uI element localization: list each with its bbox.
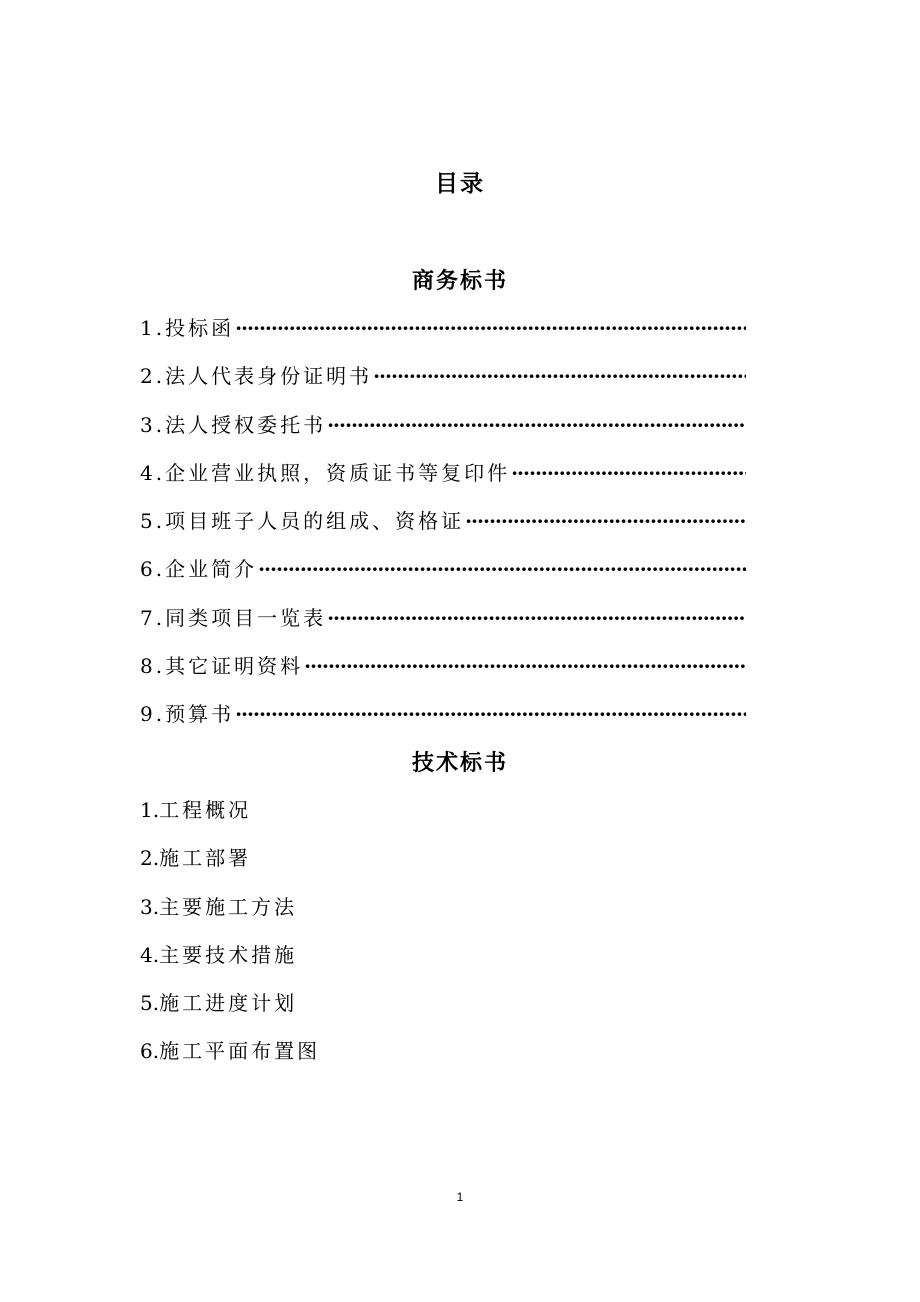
toc-dot-leader — [327, 605, 746, 631]
toc-item-label: 工程概况 — [159, 798, 252, 822]
business-section-heading: 商务标书 — [411, 268, 508, 294]
toc-dot-leader — [327, 412, 746, 438]
toc-item-label: 项目班子人员的组成、资格证 — [165, 509, 465, 533]
toc-dot-leader — [235, 701, 746, 727]
page-title: 目录 — [435, 170, 485, 197]
toc-item-number: 3. — [140, 412, 166, 437]
toc-item-label: 企业简介 — [165, 557, 258, 582]
toc-dot-leader — [511, 460, 746, 486]
toc-item-number: 9. — [140, 702, 166, 726]
toc-item-label: 投标函 — [165, 316, 235, 340]
technical-toc-list — [140, 797, 540, 1087]
toc-item-number: 5. — [140, 991, 160, 1016]
toc-item[interactable] — [140, 412, 746, 460]
toc-item-label: 企业营业执照，资质证书等复印件 — [165, 460, 511, 485]
toc-item-number: 6. — [140, 557, 166, 582]
toc-item-label: 施工平面布置图 — [159, 1039, 321, 1064]
page-number: 1 — [456, 1190, 464, 1204]
toc-dot-leader — [235, 315, 746, 341]
toc-item[interactable] — [140, 605, 746, 653]
toc-item-label: 施工部署 — [159, 846, 252, 871]
toc-item[interactable] — [140, 556, 746, 604]
business-toc-list — [140, 315, 746, 749]
toc-item-label: 预算书 — [165, 702, 235, 726]
toc-item[interactable] — [140, 1038, 540, 1086]
toc-item[interactable] — [140, 797, 540, 845]
toc-item[interactable] — [140, 363, 746, 411]
toc-item-number: 3. — [140, 894, 160, 919]
toc-item-label: 法人授权委托书 — [165, 412, 327, 437]
toc-item-number: 8. — [140, 653, 166, 678]
toc-item-number: 2. — [140, 846, 160, 871]
toc-item[interactable] — [140, 845, 540, 893]
toc-item-label: 其它证明资料 — [165, 653, 304, 678]
toc-item-number: 5. — [140, 509, 166, 533]
toc-dot-leader — [258, 556, 746, 582]
toc-item-label: 主要施工方法 — [159, 894, 298, 919]
toc-item[interactable] — [140, 990, 540, 1038]
toc-item[interactable] — [140, 701, 746, 749]
toc-item[interactable] — [140, 460, 746, 508]
toc-item-number: 1. — [140, 798, 160, 822]
toc-item-label: 施工进度计划 — [159, 991, 298, 1016]
toc-item-number: 6. — [140, 1039, 160, 1064]
toc-item-number: 4. — [140, 942, 160, 967]
toc-item[interactable] — [140, 315, 746, 363]
toc-item-label: 法人代表身份证明书 — [165, 364, 373, 389]
toc-dot-leader — [465, 508, 746, 534]
technical-section-heading: 技术标书 — [411, 750, 508, 776]
toc-item[interactable] — [140, 508, 746, 556]
toc-item[interactable] — [140, 894, 540, 942]
toc-item-label: 同类项目一览表 — [165, 605, 327, 630]
toc-item-label: 主要技术措施 — [159, 942, 298, 967]
toc-item-number: 2. — [140, 364, 166, 389]
toc-item-number: 4. — [140, 460, 166, 485]
toc-item-number: 7. — [140, 605, 166, 630]
toc-dot-leader — [373, 363, 746, 389]
toc-item[interactable] — [140, 942, 540, 990]
toc-item[interactable] — [140, 653, 746, 701]
toc-dot-leader — [304, 653, 746, 679]
toc-item-number: 1. — [140, 316, 166, 340]
